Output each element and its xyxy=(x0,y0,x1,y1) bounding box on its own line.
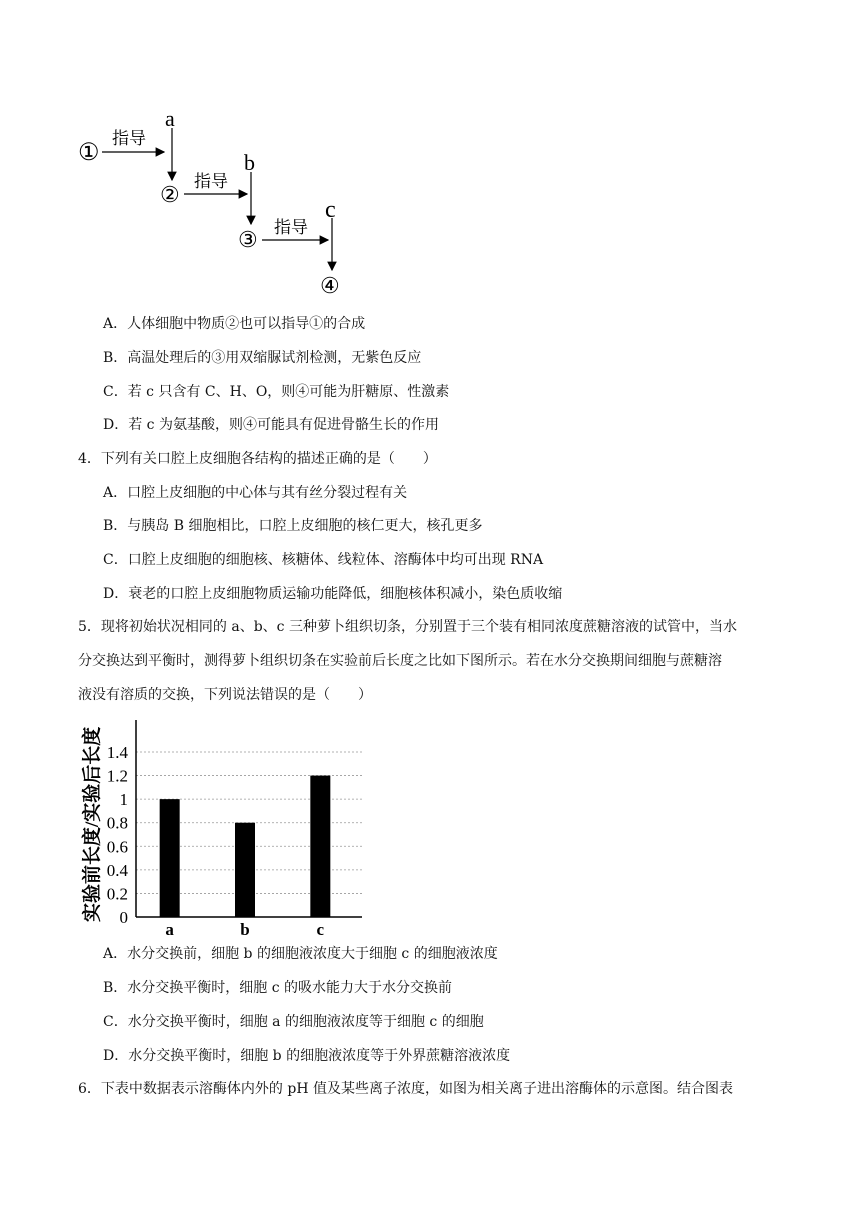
chart-y-tick-label: 0.6 xyxy=(106,837,128,857)
bar-chart xyxy=(70,712,390,942)
flow-node-4: ④ xyxy=(320,273,340,298)
q6-stem: 6．下表中数据表示溶酶体内外的 pH 值及某些离子浓度，如图为相关离子进出溶酶体的示意图。结合图表 xyxy=(78,1081,733,1097)
q4-option-d: D．衰老的口腔上皮细胞物质运输功能降低，细胞核体积减小，染色质收缩 xyxy=(103,586,563,602)
flow-node-1: ① xyxy=(78,140,100,166)
q4-option-c: C．口腔上皮细胞的细胞核、核糖体、线粒体、溶酶体中均可出现 RNA xyxy=(103,552,544,568)
q3-option-d: D．若 c 为氨基酸，则④可能具有促进骨骼生长的作用 xyxy=(103,417,439,433)
flow-node-3: ③ xyxy=(238,227,258,252)
chart-x-tick-label: b xyxy=(240,920,250,939)
q4-stem: 4．下列有关口腔上皮细胞各结构的描述正确的是（ ） xyxy=(78,451,437,467)
flow-arrow-label-2: 指导 xyxy=(194,172,228,191)
q5-stem-line-2: 分交换达到平衡时，测得萝卜组织切条在实验前后长度之比如下图所示。若在水分交换期间细胞与蔗糖溶 xyxy=(78,653,722,669)
chart-y-tick-label: 0.4 xyxy=(106,860,128,880)
flow-arrow-label-1: 指导 xyxy=(112,129,146,148)
q4-option-a: A．口腔上皮细胞的中心体与其有丝分裂过程有关 xyxy=(103,485,408,501)
chart-y-tick-label: 1 xyxy=(119,790,128,810)
chart-x-ticks xyxy=(165,920,324,939)
chart-y-axis-label: 实验前长度/实验后长度 xyxy=(82,726,103,922)
q5-option-c: C．水分交换平衡时，细胞 a 的细胞液浓度等于细胞 c 的细胞 xyxy=(103,1014,484,1030)
q3-option-c: C．若 c 只含有 C、H、O，则④可能为肝糖原、性激素 xyxy=(103,384,450,400)
chart-bar-a xyxy=(160,799,180,917)
q5-stem-line-3: 液没有溶质的交换，下列说法错误的是（ ） xyxy=(78,687,372,703)
flow-node-2: ② xyxy=(160,182,180,207)
q5-option-a: A．水分交换前，细胞 b 的细胞液浓度大于细胞 c 的细胞液浓度 xyxy=(103,946,498,962)
flow-side-label-c: c xyxy=(325,197,336,223)
q5-option-b: B．水分交换平衡时，细胞 c 的吸水能力大于水分交换前 xyxy=(103,980,453,996)
chart-y-tick-label: 0.8 xyxy=(106,813,128,833)
flow-diagram xyxy=(70,100,450,300)
chart-bar-c xyxy=(310,776,330,917)
chart-y-tick-label: 1.2 xyxy=(106,766,128,786)
flow-side-label-a: a xyxy=(165,106,175,131)
q4-option-b: B．与胰岛 B 细胞相比，口腔上皮细胞的核仁更大，核孔更多 xyxy=(103,518,483,534)
q5-option-d: D．水分交换平衡时，细胞 b 的细胞液浓度等于外界蔗糖溶液浓度 xyxy=(103,1048,511,1064)
chart-y-tick-label: 0 xyxy=(119,908,128,927)
q3-option-a: A．人体细胞中物质②也可以指导①的合成 xyxy=(103,316,366,332)
q5-stem-line-1: 5．现将初始状况相同的 a、b、c 三种萝卜组织切条，分别置于三个装有相同浓度蔗糖溶液的试管中，当水 xyxy=(78,619,737,635)
flow-arrow-label-3: 指导 xyxy=(274,218,308,237)
chart-y-tick-label: 1.4 xyxy=(106,743,128,762)
q3-option-b: B．高温处理后的③用双缩脲试剂检测，无紫色反应 xyxy=(103,350,422,366)
chart-y-tick-label: 0.2 xyxy=(106,884,128,904)
chart-bar-b xyxy=(235,823,255,917)
chart-x-tick-label: c xyxy=(316,920,325,939)
chart-x-tick-label: a xyxy=(165,920,174,939)
chart-y-ticks xyxy=(107,743,129,927)
flow-side-label-b: b xyxy=(244,150,255,175)
